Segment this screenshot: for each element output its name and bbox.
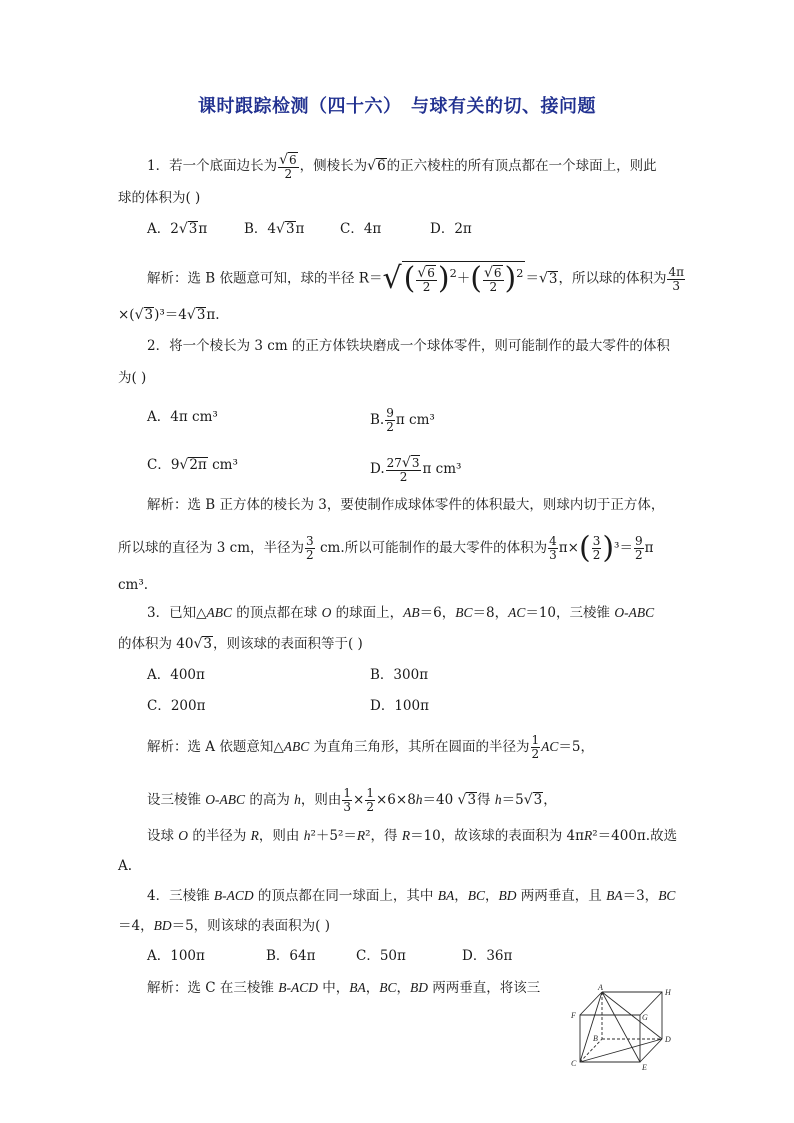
q2-sol2-pre: 所以球的直径为 3 cm，半径为 <box>118 540 305 556</box>
q3-s1-pre: 解析：选 A 依题意知△ <box>147 739 284 755</box>
q3-s2-e: 得 <box>477 792 495 808</box>
q1-text-mid: ，侧棱长为 <box>299 158 368 174</box>
q3-ab: AB <box>403 605 420 620</box>
q3-s2-pre: 设三棱锥 <box>147 792 206 808</box>
q4-s-ba: BA <box>349 980 366 995</box>
q3-option-a: A．400π <box>147 667 205 683</box>
q1-sol2-post: π. <box>206 307 220 323</box>
q3-s2-d: ＝40 <box>422 792 458 808</box>
q3-s2-f1 <box>342 787 352 814</box>
q4-option-b: B．64π <box>266 948 316 964</box>
q3-bc: BC <box>455 605 473 620</box>
q1-opt-b-pre: B．4 <box>244 221 277 237</box>
q2-opt-d-frac: $\frac{27√3}{2}$ <box>386 455 420 484</box>
q2-opt-b-frac <box>385 407 395 434</box>
q2-opt-d-post: π cm³ <box>422 461 462 477</box>
q2-option-b <box>370 407 435 434</box>
q3-s2-f: ＝5 <box>501 792 524 808</box>
q3-l2-pre: 的体积为 40 <box>118 636 194 652</box>
q3-s2-b: ，则由 <box>300 792 342 808</box>
q3-solution-line3 <box>147 826 677 846</box>
q3-s1-ac: AC <box>541 739 559 754</box>
q4-l1-pre: 4．三棱锥 <box>147 888 214 904</box>
q3-s3-r4: R <box>584 828 593 843</box>
q3-s3-o: O <box>178 828 189 843</box>
q2-option-c: C．9√2π cm³ <box>147 457 238 473</box>
q1-sol-vf-num: 4π <box>668 264 684 279</box>
q1-opt-a-post: π <box>198 221 208 237</box>
q1-text-pre: 1．若一个底面边长为 <box>147 158 278 174</box>
q2-opt-c-rad: 2π <box>189 457 207 473</box>
q3-eq10: ＝10，三棱锥 <box>525 605 615 621</box>
q2-opt-d-num-a: 27 <box>386 456 402 470</box>
q3-stem-line2: 的体积为 40√3，则该球的表面积等于( ) <box>118 636 363 652</box>
q3-l2-rad: 3 <box>203 636 212 652</box>
q4-bacd: B-ACD <box>213 888 254 903</box>
q3-s2-h3: h <box>494 792 502 807</box>
q4-s-a: 中， <box>317 980 350 996</box>
q3-s2-f1-num: 1 <box>343 786 352 800</box>
q2-sol-f3-den: 2 <box>592 548 601 562</box>
q3-abc: ABC <box>206 605 232 620</box>
q3-s3-a: 的半径为 <box>188 828 251 844</box>
q2-sol-times: π× <box>558 540 579 556</box>
q2-opt-d-num-rad: 3 <box>411 456 420 470</box>
q4-l2-pre: ＝4， <box>118 918 154 934</box>
q4-s-post: 两两垂直，将该三 <box>428 980 541 996</box>
q3-s2-c: ×6×8 <box>375 792 416 808</box>
q2-sol-f1-num: 3 <box>306 534 314 548</box>
q4-l1-a: 的顶点都在同一球面上，其中 <box>253 888 438 904</box>
q4-c1: ， <box>454 888 468 904</box>
q2-opt-b-den: 2 <box>386 420 394 434</box>
q3-s1-frac <box>531 734 541 761</box>
q3-s2-f1-den: 3 <box>343 800 352 814</box>
q4-option-c: C．50π <box>356 948 406 964</box>
q3-s2-times: × <box>353 792 365 808</box>
q4-solution-line1 <box>147 978 540 998</box>
q2-opt-b-num: 9 <box>386 406 394 420</box>
cube-edge-gh <box>640 992 662 1015</box>
q1-sol-volume-frac <box>667 266 685 293</box>
q4-l1-b: 两两垂直，且 <box>516 888 607 904</box>
q4-option-d: D．36π <box>462 948 513 964</box>
vertex-label-f: F <box>571 1011 576 1020</box>
vertex-label-g: G <box>642 1013 648 1022</box>
q2-sol-f2-num: 4 <box>549 534 557 548</box>
q4-s-c1: ， <box>365 980 380 996</box>
q3-s3-r2: R <box>356 828 366 843</box>
q4-eq3: ＝3， <box>622 888 659 904</box>
q3-solution-line4: A. <box>118 858 133 874</box>
q3-s2-h: h <box>294 792 301 807</box>
tetra-edge-ad <box>602 992 662 1039</box>
q1-sol-mid: ，所以球的体积为 <box>558 270 667 287</box>
q2-opt-d-den: 2 <box>399 470 408 484</box>
q1-text-post: 的正六棱柱的所有顶点都在一个球面上，则此 <box>386 158 657 174</box>
q4-ba: BA <box>437 888 455 903</box>
q4-stem-line1 <box>147 886 675 906</box>
q3-s3-r3: R <box>401 828 411 843</box>
q3-l1-a: 的顶点都在球 <box>231 605 322 621</box>
q2-solution-line1: 解析：选 B 正方体的棱长为 3，要使制作成球体零件的体积最大，则球内切于正方体， <box>147 497 665 513</box>
q2-option-d <box>370 455 461 484</box>
q4-c2: ， <box>485 888 499 904</box>
q3-s3-r: R <box>250 828 259 843</box>
q3-s2-rad2: 3 <box>533 792 543 808</box>
q2-sol-f2 <box>548 535 558 562</box>
q3-o: O <box>321 605 332 620</box>
q3-l2-post: ，则该球的表面积等于( ) <box>213 636 363 652</box>
q3-s3-f: ²＝400π.故选 <box>592 828 678 844</box>
q1-sol-vf-den: 3 <box>672 278 681 293</box>
q2-option-a: A．4π cm³ <box>147 409 218 425</box>
q3-s2-f2-num: 1 <box>366 786 374 800</box>
q1-solution-line1: 解析：选 B 依题意可知，球的半径 R＝√( $\frac{√6}{2}$ )$^2$＋( $\frac{√6}{2}$ )$^2$ ＝√3，所以球的体积为 $\frac{4\pi}{3}$ <box>147 261 684 296</box>
vertex-label-a: A <box>598 983 603 992</box>
q1-option-b: B．4√3π <box>244 221 305 237</box>
q3-s2-oabc: O-ABC <box>205 792 246 807</box>
q1-fraction: $\frac{√6}{2}$ <box>279 152 297 181</box>
q3-eq6: ＝6， <box>419 605 456 621</box>
q1-sol-rad: 3 <box>548 270 558 287</box>
q1-sol2-pre: ×( <box>118 307 135 323</box>
q1-frac-den: 2 <box>284 167 293 181</box>
q3-s2-f2-den: 2 <box>366 800 374 814</box>
q3-l1-b: 的球面上， <box>331 605 404 621</box>
q2-opt-b-pre: B. <box>370 412 385 428</box>
q1-option-c: C．4π <box>340 221 382 237</box>
q2-sol2-mid: cm.所以可能制作的最大零件的体积为 <box>315 540 548 556</box>
q4-s-bd: BD <box>410 980 429 995</box>
q3-stem-line1 <box>147 603 654 623</box>
q2-sol-f4-den: 2 <box>634 548 643 562</box>
vertex-label-d: D <box>665 1035 671 1044</box>
q2-solution-line2: 所以球的直径为 3 cm，半径为 $\frac{3}{2}$ cm.所以可能制作的最大零件的体积为 $\frac{4}{3}$ π×( $\frac{3}{2}$ )³＝ $\frac{9}{2}$ π <box>118 530 654 566</box>
vertex-label-c: C <box>571 1059 577 1068</box>
q2-opt-d-pre: D. <box>370 461 385 477</box>
q4-ba2: BA <box>606 888 623 903</box>
q3-solution-line1 <box>147 734 594 761</box>
q4-s-c2: ， <box>396 980 411 996</box>
tetra-edge-ac <box>580 992 602 1062</box>
q4-bc2: BC <box>658 888 676 903</box>
vertex-label-b: B <box>593 1034 598 1043</box>
q1-sol-plus: ＋ <box>456 270 471 287</box>
q3-s1-mid: 为直角三角形，其所在圆面的半径为 <box>309 739 530 755</box>
q3-s3-h: h <box>303 828 311 843</box>
q1-sol-f2-num: 6 <box>493 265 502 280</box>
q1-solution-line2: ×(√3)³＝4√3π. <box>118 307 220 323</box>
q3-s2-a: 的高为 <box>245 792 295 808</box>
q3-s2-h2: h <box>415 792 423 807</box>
q2-sol-f3 <box>592 535 602 562</box>
q4-option-a: A．100π <box>147 948 205 964</box>
q4-s-pre: 解析：选 C 在三棱锥 <box>147 980 279 996</box>
q1-frac-num: 6 <box>289 153 297 167</box>
q2-sol-f1-den: 2 <box>306 548 314 562</box>
q1-radicand: 6 <box>377 158 386 174</box>
q2-opt-c-pre: C．9 <box>147 457 180 473</box>
q3-option-b: B．300π <box>370 667 429 683</box>
q3-s3-pre: 设球 <box>147 828 179 844</box>
q2-sol-f1 <box>305 535 315 562</box>
q4-bc: BC <box>467 888 485 903</box>
q1-sol-sq1: 2 <box>449 267 457 280</box>
q4-bd2: BD <box>153 918 172 933</box>
q1-sol-eq: ＝ <box>525 270 539 287</box>
q3-s1-num: 1 <box>531 733 540 747</box>
vertex-label-e: E <box>642 1063 647 1072</box>
q3-l1-pre: 3．已知△ <box>147 605 207 621</box>
page-title: 课时跟踪检测（四十六） 与球有关的切、接问题 <box>198 96 596 117</box>
cube-figure <box>562 982 684 1072</box>
q1-sol-frac1: $\frac{√6}{2}$ <box>417 264 435 294</box>
q1-sol-f1-num: 6 <box>427 265 435 280</box>
q2-sol-f4 <box>634 535 644 562</box>
q1-sol-frac2: $\frac{√6}{2}$ <box>483 264 502 294</box>
q1-opt-a-pre: A．2 <box>147 221 179 237</box>
q3-s1-abc: ABC <box>283 739 310 754</box>
q4-s-bc: BC <box>379 980 397 995</box>
q3-s1-den: 2 <box>531 747 540 761</box>
q2-sol-f2-den: 3 <box>549 548 557 562</box>
q2-stem-line2: 为( ) <box>118 370 147 386</box>
q4-stem-line2 <box>118 916 330 936</box>
q1-sol-pre: 解析：选 B 依题意可知，球的半径 R＝ <box>147 270 383 287</box>
q3-ac: AC <box>508 605 526 620</box>
q2-solution-line3: cm³. <box>118 577 149 593</box>
q1-sol-sq2: 2 <box>516 267 524 280</box>
q1-sol-f2-den: 2 <box>489 279 498 294</box>
q3-s2-f2 <box>365 787 375 814</box>
q1-sol2-mid: )³＝4 <box>154 307 187 323</box>
q1-sol2-rad2: 3 <box>196 307 206 323</box>
q3-s3-c: ²＋5²＝ <box>310 828 357 844</box>
q3-s3-b: ，则由 <box>258 828 304 844</box>
q3-s2-rad: 3 <box>467 792 477 808</box>
q2-stem-line1: 2．将一个棱长为 3 cm 的正方体铁块磨成一个球体零件，则可能制作的最大零件的体积 <box>147 338 670 354</box>
q2-sol-pi: π <box>644 540 654 556</box>
q4-bd: BD <box>498 888 517 903</box>
q2-sol-cube-eq: ³＝ <box>614 540 633 556</box>
q2-opt-c-post: cm³ <box>207 457 238 473</box>
q3-s2-g: ， <box>543 792 557 808</box>
q1-option-a: A．2√3π <box>147 221 208 237</box>
q2-sol-f4-num: 9 <box>634 534 643 548</box>
q2-sol-f3-num: 3 <box>592 534 601 548</box>
tetra-diagonal <box>602 992 640 1062</box>
q1-stem-line1: 1．若一个底面边长为 $\frac{√6}{2}$ ，侧棱长为√6的正六棱柱的所有顶点都在一个球面上，则此 <box>147 152 657 181</box>
q3-s1-post: ＝5， <box>558 739 595 755</box>
q1-sol-f1-den: 2 <box>422 279 431 294</box>
q1-option-d: D．2π <box>430 221 472 237</box>
cube-front-face <box>580 1015 640 1062</box>
q1-sol2-rad: 3 <box>144 307 154 323</box>
q3-solution-line2: 设三棱锥 O-ABC 的高为 h，则由 $\frac{1}{3}$ × $\frac{1}{2}$ ×6×8h＝40 √3得 h＝5√3， <box>147 786 557 814</box>
q4-s-bacd: B-ACD <box>278 980 318 995</box>
q2-opt-b-post: π cm³ <box>395 412 435 428</box>
q3-option-c: C．200π <box>147 698 206 714</box>
q3-option-d: D．100π <box>370 698 429 714</box>
q3-s3-e: ＝10，故该球的表面积为 4π <box>410 828 584 844</box>
q1-opt-a-rad: 3 <box>188 221 198 237</box>
q3-oabc: O-ABC <box>614 605 655 620</box>
q3-eq8: ＝8， <box>472 605 509 621</box>
vertex-label-h: H <box>665 988 671 997</box>
q4-l2-post: ＝5，则该球的表面积为( ) <box>171 918 331 934</box>
q3-s3-d: ²，得 <box>365 828 402 844</box>
q1-opt-b-post: π <box>295 221 305 237</box>
q1-stem-line2: 球的体积为( ) <box>118 190 201 206</box>
q1-opt-b-rad: 3 <box>285 221 295 237</box>
